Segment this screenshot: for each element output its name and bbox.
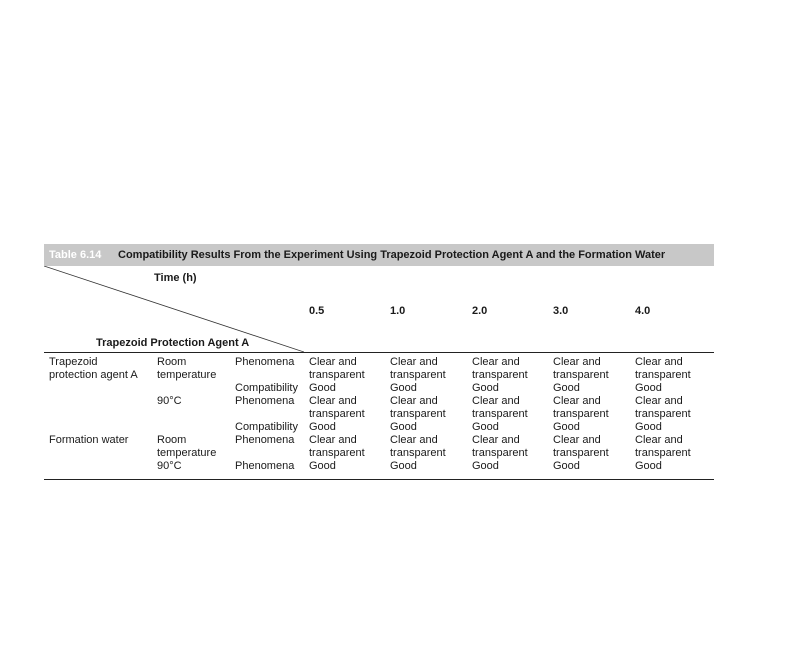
table-cell: Good: [635, 382, 662, 394]
data-table: [44, 244, 714, 480]
table-cell: Good: [472, 382, 499, 394]
table-cell: Clear and transparent: [553, 395, 609, 420]
table-cell: Clear and transparent: [635, 356, 691, 381]
row-property: Phenomena: [235, 434, 295, 446]
table-cell: Good: [390, 460, 417, 472]
table-cell: Clear and transparent: [472, 356, 528, 381]
row-property: Compatibility: [235, 382, 298, 394]
row-property: Phenomena: [235, 356, 295, 368]
table-label: Table 6.14: [49, 249, 102, 261]
table-cell: Good: [309, 382, 336, 394]
table-header: [44, 266, 714, 353]
table-cell: Clear and transparent: [553, 356, 609, 381]
col-header-1-0: 1.0: [390, 305, 406, 317]
table-cell: Good: [309, 421, 336, 433]
table-cell: Good: [472, 460, 499, 472]
table-cell: Good: [390, 382, 417, 394]
row-condition: Room temperature: [157, 434, 217, 459]
row-group: Trapezoid protection agent A: [49, 356, 138, 381]
row-condition: 90°C: [157, 395, 182, 407]
table-cell: Clear and transparent: [309, 395, 365, 420]
table-cell: Clear and transparent: [390, 356, 446, 381]
col-header-2-0: 2.0: [472, 305, 488, 317]
table-cell: Good: [553, 382, 580, 394]
table-cell: Good: [309, 460, 336, 472]
row-property: Phenomena: [235, 460, 295, 472]
table-cell: Good: [472, 421, 499, 433]
table-cell: Clear and transparent: [472, 434, 528, 459]
table-title: Compatibility Results From the Experiment Using Trapezoid Protection Agent A and the Formation Water: [118, 249, 666, 261]
table-cell: Good: [390, 421, 417, 433]
row-condition: 90°C: [157, 460, 182, 472]
table-cell: Good: [635, 421, 662, 433]
row-property: Phenomena: [235, 395, 295, 407]
col-header-4-0: 4.0: [635, 305, 651, 317]
time-header: Time (h): [154, 272, 197, 284]
agent-header: Trapezoid Protection Agent A: [96, 337, 250, 349]
table-cell: Clear and transparent: [390, 434, 446, 459]
col-header-0-5: 0.5: [309, 305, 325, 317]
row-property: Compatibility: [235, 421, 298, 433]
table-caption: [44, 244, 714, 266]
table-cell: Clear and transparent: [309, 356, 365, 381]
table-cell: Clear and transparent: [390, 395, 446, 420]
col-header-3-0: 3.0: [553, 305, 569, 317]
table-cell: Clear and transparent: [553, 434, 609, 459]
row-condition: Room temperature: [157, 356, 217, 381]
table-cell: Clear and transparent: [635, 395, 691, 420]
table-cell: Clear and transparent: [472, 395, 528, 420]
table-cell: Clear and transparent: [309, 434, 365, 459]
table-cell: Good: [635, 460, 662, 472]
table-cell: Good: [553, 460, 580, 472]
table-cell: Good: [553, 421, 580, 433]
row-group: Formation water: [49, 434, 129, 446]
table-body: [44, 353, 714, 480]
table-cell: Clear and transparent: [635, 434, 691, 459]
